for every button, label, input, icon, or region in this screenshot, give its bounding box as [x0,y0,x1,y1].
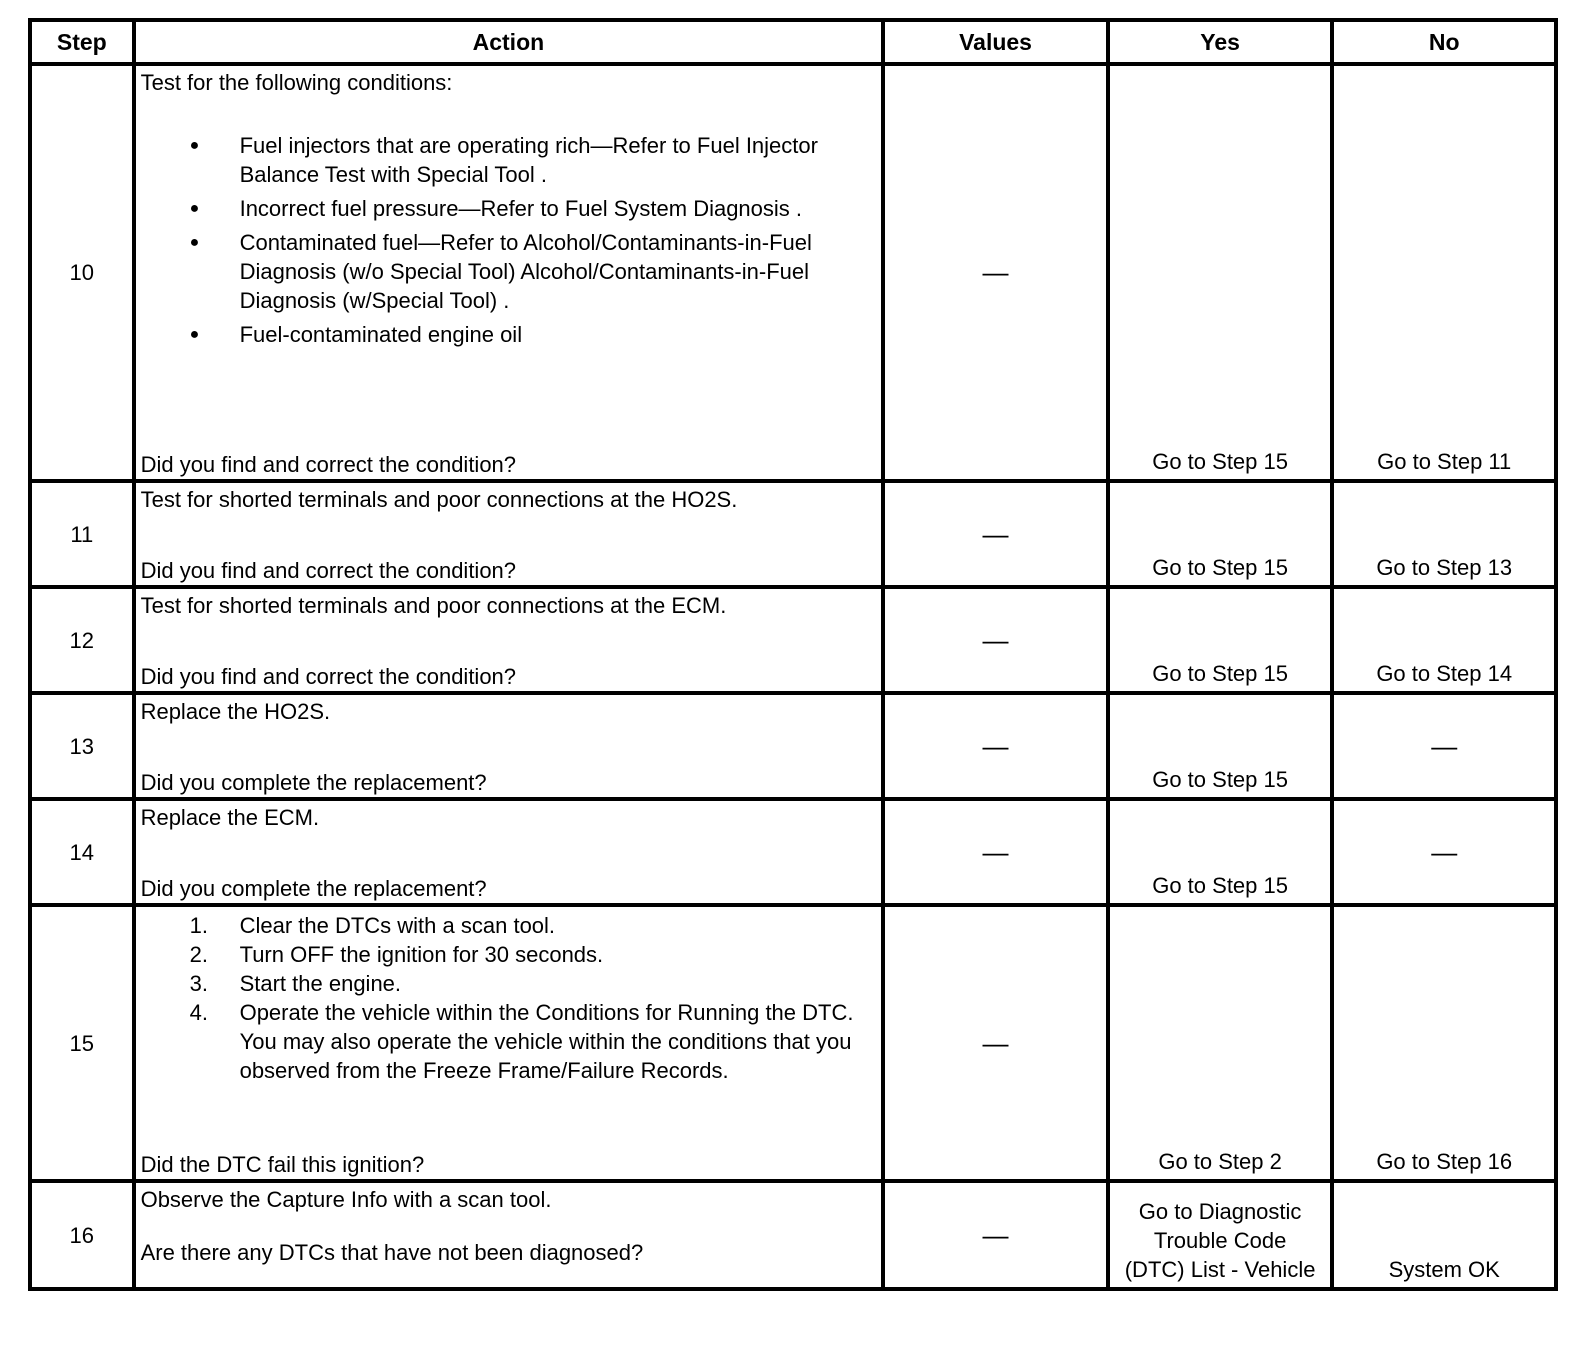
item-text: Start the engine. [239,971,402,996]
action-intro: Replace the ECM. [140,805,320,830]
condition-list [141,131,878,349]
values-cell: — [883,64,1108,481]
item-number: 3. [189,971,208,996]
yes-link[interactable]: Go to Step 15 [1108,481,1333,587]
list-item [141,911,878,940]
step-number: 16 [30,1181,134,1289]
header-action: Action [134,20,884,64]
header-no: No [1332,20,1556,64]
list-item: ● Fuel-contaminated engine oil [141,320,878,349]
item-text: Turn OFF the ignition for 30 seconds. [239,942,604,967]
list-item [141,940,878,969]
action-intro: Replace the HO2S. [140,699,331,724]
action-question: Did you find and correct the condition? [140,452,517,477]
item-number: 1. [189,913,208,938]
no-value: — [1332,693,1556,799]
no-link[interactable]: Go to Step 13 [1332,481,1556,587]
yes-link[interactable]: Go to Step 15 [1108,587,1333,693]
action-cell [134,799,884,905]
action-cell [134,481,884,587]
action-question: Did the DTC fail this ignition? [140,1152,425,1177]
no-link[interactable]: Go to Step 14 [1332,587,1556,693]
yes-link[interactable]: Go to Step 15 [1108,693,1333,799]
action-intro: Observe the Capture Info with a scan tool. [140,1187,552,1212]
yes-link[interactable]: Go to Step 15 [1108,799,1333,905]
action-question: Are there any DTCs that have not been diagnosed? [140,1240,644,1265]
header-step: Step [30,20,134,64]
values-cell: — [883,1181,1108,1289]
item-text: Operate the vehicle within the Conditions for Running the DTC. You may also operate the vehicle within the conditions that you observed from the Freeze Frame/Failure Records. [239,1000,854,1083]
table-header-row [30,20,1556,64]
action-cell [134,64,884,481]
values-cell: — [883,481,1108,587]
action-cell [134,905,884,1181]
values-cell: — [883,905,1108,1181]
table-row [30,693,1556,799]
table-row [30,481,1556,587]
list-item: ● Contaminated fuel—Refer to Alcohol/Contaminants-in-Fuel Diagnosis (w/o Special Tool) Alcohol/Contaminants-in-Fuel Diagnosis (w/Special Tool) . [141,228,878,315]
system-ok-text: System OK [1332,1181,1556,1289]
table-row [30,587,1556,693]
step-number: 13 [30,693,134,799]
values-cell: — [883,693,1108,799]
action-question: Did you find and correct the condition? [140,558,517,583]
action-question: Did you complete the replacement? [140,770,487,795]
action-intro: Test for the following conditions: [140,70,453,95]
step-number: 11 [30,481,134,587]
no-link[interactable]: Go to Step 11 [1332,64,1556,481]
values-cell: — [883,587,1108,693]
list-item: ● Fuel injectors that are operating rich—Refer to Fuel Injector Balance Test with Special Tool . [141,131,878,189]
table-row [30,64,1556,481]
procedure-list [141,911,878,1085]
step-number: 15 [30,905,134,1181]
action-question: Did you complete the replacement? [140,876,487,901]
action-intro: Test for shorted terminals and poor connections at the ECM. [140,593,727,618]
item-number: 2. [189,942,208,967]
list-item [141,998,878,1085]
table-row [30,905,1556,1181]
step-number: 14 [30,799,134,905]
diagnostic-table [28,18,1558,1291]
table-row [30,799,1556,905]
item-number: 4. [189,1000,208,1025]
step-number: 10 [30,64,134,481]
step-number: 12 [30,587,134,693]
item-text: Clear the DTCs with a scan tool. [239,913,556,938]
no-value: — [1332,799,1556,905]
action-question: Did you find and correct the condition? [140,664,517,689]
no-link[interactable]: Go to Step 16 [1332,905,1556,1181]
yes-link[interactable]: Go to Diagnostic Trouble Code (DTC) List - Vehicle [1108,1181,1333,1289]
action-cell [134,1181,884,1289]
list-item [141,969,878,998]
yes-link[interactable]: Go to Step 2 [1108,905,1333,1181]
action-intro: Test for shorted terminals and poor connections at the HO2S. [140,487,738,512]
header-values: Values [883,20,1108,64]
yes-link[interactable]: Go to Step 15 [1108,64,1333,481]
action-cell [134,693,884,799]
header-yes: Yes [1108,20,1333,64]
action-cell [134,587,884,693]
list-item: ● Incorrect fuel pressure—Refer to Fuel System Diagnosis . [141,194,878,223]
values-cell: — [883,799,1108,905]
table-row [30,1181,1556,1289]
